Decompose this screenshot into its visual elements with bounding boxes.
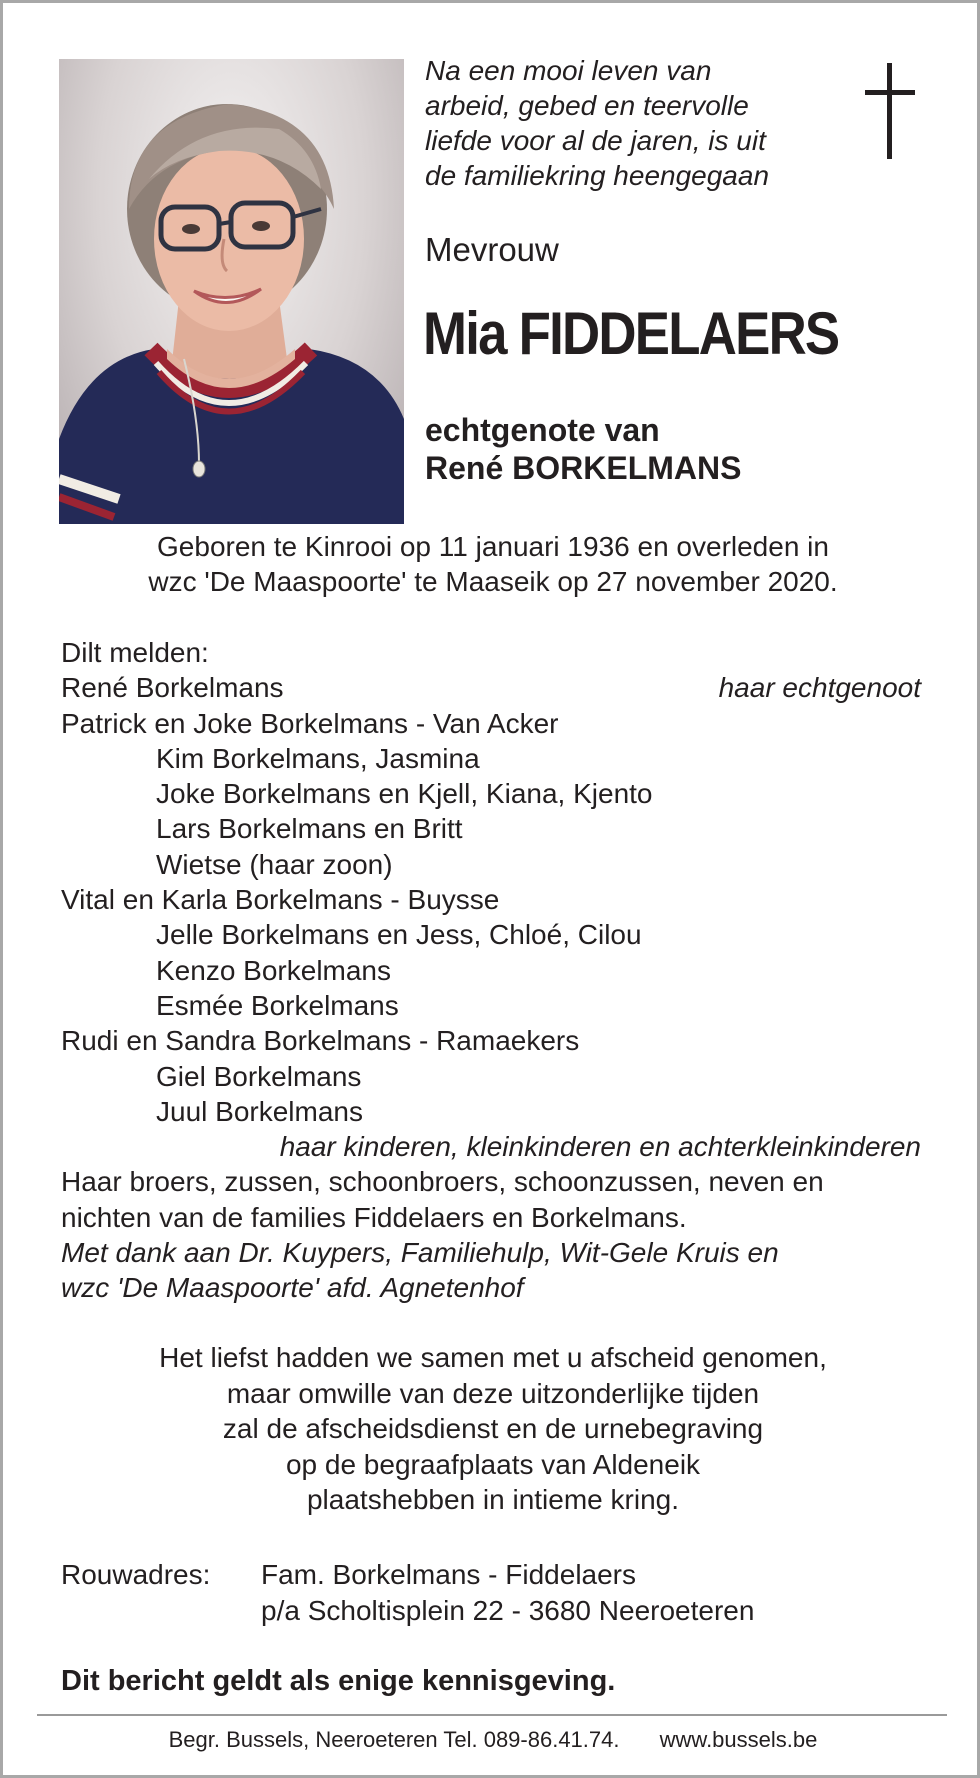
spouse-line: echtgenote van xyxy=(425,412,660,448)
intro-line: Na een mooi leven van xyxy=(425,55,712,86)
death-line: wzc 'De Maaspoorte' te Maaseik op 27 november 2020. xyxy=(148,566,838,597)
child-row: Juul Borkelmans xyxy=(156,1095,363,1127)
children-relation: haar kinderen, kleinkinderen en achterkleinkinderen xyxy=(279,1131,921,1163)
parents-row: Vital en Karla Borkelmans - Buysse xyxy=(61,884,500,916)
intro-line: arbeid, gebed en teervolle xyxy=(425,90,749,121)
website-link[interactable]: www.bussels.be xyxy=(659,1727,818,1752)
birth-death-info xyxy=(3,529,980,599)
child-row: Esmée Borkelmans xyxy=(156,989,399,1021)
funeral-company: Begr. Bussels, Neeroeteren Tel. 089-86.41.74. xyxy=(168,1727,620,1752)
family-list xyxy=(61,635,921,1306)
spouse-block xyxy=(425,411,741,487)
portrait-photo xyxy=(59,59,404,524)
deceased-name: Mia FIDDELAERS xyxy=(423,300,839,367)
closing-line: zal de afscheidsdienst en de urnebegraving xyxy=(222,1413,764,1444)
child-row: Kenzo Borkelmans xyxy=(156,954,392,986)
footer xyxy=(3,1727,980,1753)
closing-line: Het liefst hadden we samen met u afscheid genomen, xyxy=(159,1342,827,1373)
footer-divider xyxy=(37,1714,947,1716)
spouse-name: René BORKELMANS xyxy=(425,450,742,486)
intro-line: liefde voor al de jaren, is uit xyxy=(425,125,766,156)
address-label: Rouwadres: xyxy=(61,1559,211,1590)
parents-row: Patrick en Joke Borkelmans - Van Acker xyxy=(61,707,559,739)
thanks-line: wzc 'De Maaspoorte' afd. Agnetenhof xyxy=(61,1272,524,1304)
child-row: Joke Borkelmans en Kjell, Kiana, Kjento xyxy=(156,778,653,810)
parents-row: Rudi en Sandra Borkelmans - Ramaekers xyxy=(61,1025,580,1057)
child-row: Wietse (haar zoon) xyxy=(156,848,393,880)
husband-name: René Borkelmans xyxy=(61,672,284,704)
latin-cross-icon xyxy=(865,63,915,164)
closing-text xyxy=(3,1340,980,1518)
address-line: p/a Scholtisplein 22 - 3680 Neeroeteren xyxy=(261,1595,755,1626)
birth-line: Geboren te Kinrooi op 11 januari 1936 en overleden in xyxy=(157,531,829,562)
child-row: Giel Borkelmans xyxy=(156,1060,362,1092)
extended-family-line: Haar broers, zussen, schoonbroers, schoonzussen, neven en xyxy=(61,1166,824,1198)
portrait-illustration xyxy=(59,59,404,524)
closing-line: maar omwille van deze uitzonderlijke tijden xyxy=(226,1377,760,1409)
child-row: Jelle Borkelmans en Jess, Chloé, Cilou xyxy=(156,919,642,951)
family-heading: Dilt melden: xyxy=(61,637,209,668)
honorific: Mevrouw xyxy=(425,231,559,268)
intro-text xyxy=(425,53,845,193)
husband-relation: haar echtgenoot xyxy=(718,672,921,704)
child-row: Lars Borkelmans en Britt xyxy=(156,813,463,845)
child-row: Kim Borkelmans, Jasmina xyxy=(156,742,480,774)
thanks-line: Met dank aan Dr. Kuypers, Familiehulp, Wit-Gele Kruis en xyxy=(61,1237,779,1269)
extended-family-line: nichten van de families Fiddelaers en Borkelmans. xyxy=(61,1201,687,1233)
intro-line: de familiekring heengegaan xyxy=(425,160,770,191)
notice-statement: Dit bericht geldt als enige kennisgeving. xyxy=(61,1665,616,1697)
closing-line: plaatshebben in intieme kring. xyxy=(306,1484,679,1515)
husband-row xyxy=(61,670,921,705)
closing-line: op de begraafplaats van Aldeneik xyxy=(285,1448,701,1480)
address-line: Fam. Borkelmans - Fiddelaers xyxy=(261,1559,637,1590)
